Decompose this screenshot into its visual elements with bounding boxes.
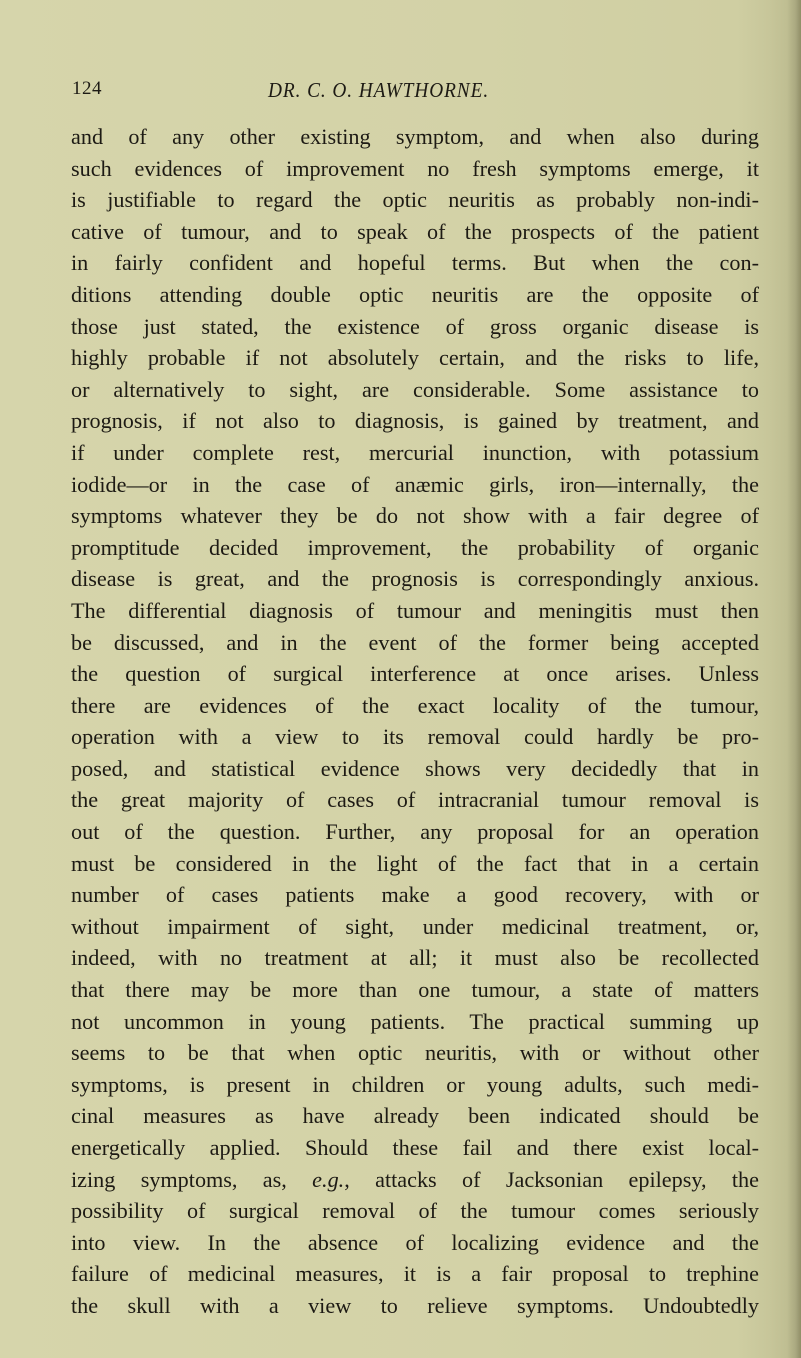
text-line: or alternatively to sight, are considerable. Some assistance to <box>71 376 759 402</box>
text-line: must be considered in the light of the fact that in a certain <box>71 850 759 876</box>
text-line: highly probable if not absolutely certain, and the risks to life, <box>71 345 759 371</box>
text-line: number of cases patients make a good recovery, with or <box>71 882 759 908</box>
text-line-with-italic <box>71 1164 759 1196</box>
text-line: failure of medicinal measures, it is a fair proposal to trephine <box>71 1261 759 1287</box>
text-line: cinal measures as have already been indicated should be <box>71 1103 759 1129</box>
text-line: in fairly confident and hopeful terms. But when the con- <box>71 250 759 276</box>
text-line: be discussed, and in the event of the former being accepted <box>71 629 759 655</box>
text-line: symptoms, is present in children or young adults, such medi- <box>71 1071 759 1097</box>
page-edge-shadow <box>787 0 801 1358</box>
body-text <box>71 121 759 1322</box>
running-title: DR. C. O. HAWTHORNE. <box>268 78 490 102</box>
text-span: izing symptoms, as, <box>71 1166 313 1192</box>
text-line: cative of tumour, and to speak of the prospects of the patient <box>71 218 759 244</box>
text-line: The differential diagnosis of tumour and meningitis must then <box>71 597 759 623</box>
text-line: the question of surgical interference at once arises. Unless <box>71 661 759 687</box>
text-line: into view. In the absence of localizing evidence and the <box>71 1229 759 1255</box>
text-line: if under complete rest, mercurial inunction, with potassium <box>71 439 759 465</box>
text-line: seems to be that when optic neuritis, with or without other <box>71 1040 759 1066</box>
italic-abbreviation: e.g. <box>312 1166 345 1192</box>
text-line: those just stated, the existence of gross organic disease is <box>71 313 759 339</box>
text-line: indeed, with no treatment at all; it must also be recollected <box>71 945 759 971</box>
text-line: symptoms whatever they be do not show with a fair degree of <box>71 503 759 529</box>
text-line: not uncommon in young patients. The practical summing up <box>71 1008 759 1034</box>
text-line: disease is great, and the prognosis is correspondingly anxious. <box>71 566 759 592</box>
text-line: that there may be more than one tumour, a state of matters <box>71 977 759 1003</box>
text-line: promptitude decided improvement, the probability of organic <box>71 534 759 560</box>
text-line: the great majority of cases of intracranial tumour removal is <box>71 787 759 813</box>
page-number: 124 <box>72 78 102 99</box>
running-head <box>72 78 752 108</box>
text-span: , attacks of Jacksonian epilepsy, the <box>344 1166 760 1192</box>
text-line: iodide—or in the case of anæmic girls, iron—internally, the <box>71 471 759 497</box>
text-line: ditions attending double optic neuritis are the opposite of <box>71 281 759 307</box>
text-line: energetically applied. Should these fail and there exist local- <box>71 1135 759 1160</box>
text-line: without impairment of sight, under medicinal treatment, or, <box>71 913 759 939</box>
text-line: such evidences of improvement no fresh symptoms emerge, it <box>71 155 759 181</box>
text-line: prognosis, if not also to diagnosis, is gained by treatment, and <box>71 408 759 434</box>
text-line: and of any other existing symptom, and when also during <box>71 124 759 149</box>
text-line: operation with a view to its removal could hardly be pro- <box>71 724 759 750</box>
text-line: posed, and statistical evidence shows very decidedly that in <box>71 755 759 781</box>
text-line: is justifiable to regard the optic neuritis as probably non-indi- <box>71 187 759 213</box>
text-line: possibility of surgical removal of the tumour comes seriously <box>71 1198 759 1224</box>
text-line: there are evidences of the exact locality of the tumour, <box>71 692 759 718</box>
text-line: out of the question. Further, any proposal for an operation <box>71 819 759 845</box>
text-line: the skull with a view to relieve symptoms. Undoubtedly <box>71 1292 759 1318</box>
